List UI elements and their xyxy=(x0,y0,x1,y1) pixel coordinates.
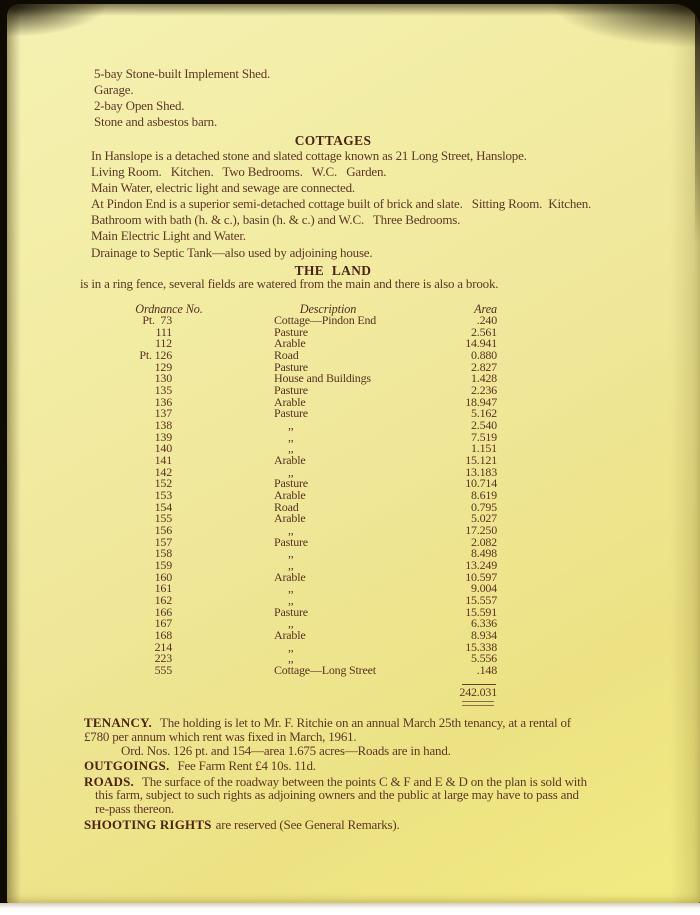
cottages-line: Bathroom with bath (h. & c.), basin (h. & c.) and W.C. Three Bedrooms. xyxy=(91,212,461,228)
cell-ordnance-no: 154 xyxy=(154,499,172,514)
cell-area: 2.827 xyxy=(470,359,497,374)
cell-description: ,, xyxy=(288,418,294,433)
cell-ordnance-no: 142 xyxy=(154,464,172,479)
cottages-heading: COTTAGES xyxy=(294,133,372,148)
cell-area: 17.250 xyxy=(465,523,497,538)
cell-area: 10.597 xyxy=(465,569,497,584)
cottages-line: In Hanslope is a detached stone and slated cottage known as 21 Long Street, Hanslope. xyxy=(91,148,527,163)
cell-area: 6.336 xyxy=(470,616,497,631)
cell-area: 10.714 xyxy=(465,476,497,491)
total-double-rule xyxy=(462,701,494,706)
cell-area: 0.880 xyxy=(470,348,497,363)
shooting-rights-note xyxy=(84,818,400,832)
cell-description: ,, xyxy=(288,593,294,608)
cell-description: ,, xyxy=(288,581,294,596)
cell-ordnance-no: 138 xyxy=(154,418,172,433)
cell-ordnance-no: 130 xyxy=(154,371,172,386)
cell-ordnance-no: 140 xyxy=(154,441,172,456)
tenancy-note-line2: £780 per annum which rent was fixed in March, 1961. xyxy=(84,729,357,744)
table-header-ordnance: Ordnance No. xyxy=(135,302,203,316)
scanner-bed-strip xyxy=(0,903,700,915)
cell-area: 15.591 xyxy=(465,604,497,619)
outgoings-note xyxy=(84,759,316,773)
cell-area: 8.619 xyxy=(470,488,497,503)
cell-area: 2.561 xyxy=(470,324,497,339)
cell-description: Pasture xyxy=(274,534,308,549)
cell-area: .148 xyxy=(476,663,497,678)
land-heading: THE LAND xyxy=(294,263,372,278)
tenancy-label: TENANCY. xyxy=(84,715,152,730)
cell-description: Cottage—Long Street xyxy=(274,663,376,678)
outbuildings-line: 5-bay Stone-built Implement Shed. xyxy=(94,66,271,81)
cottages-line: Living Room. Kitchen. Two Bedrooms. W.C. Garden. xyxy=(91,164,387,180)
cell-description: Pasture xyxy=(274,406,308,421)
cell-ordnance-no: 161 xyxy=(154,581,172,596)
page-content xyxy=(7,4,700,903)
outbuildings-line: Stone and asbestos barn. xyxy=(94,114,218,130)
cottages-paragraph xyxy=(91,148,591,261)
cell-ordnance-no: 159 xyxy=(154,558,172,573)
cell-area: 7.519 xyxy=(470,429,497,444)
roads-label: ROADS. xyxy=(84,774,134,789)
outgoings-text: Fee Farm Rent £4 10s. 11d. xyxy=(177,758,316,773)
cottages-line: Main Electric Light and Water. xyxy=(91,228,246,244)
cell-ordnance-no: 167 xyxy=(154,616,172,631)
roads-note-line2: this farm, subject to such rights as adjoining owners and the public at large may have to pass and xyxy=(95,787,579,802)
cell-description: Arable xyxy=(274,628,306,643)
cell-area: 2.236 xyxy=(470,383,497,398)
cell-ordnance-no: 156 xyxy=(154,523,172,538)
cell-area: .240 xyxy=(476,313,497,327)
tenancy-text1: The holding is let to Mr. F. Ritchie on an annual March 25th tenancy, at a rental of xyxy=(159,715,571,730)
cell-area: 18.947 xyxy=(465,394,497,409)
cell-ordnance-no: 136 xyxy=(154,394,172,409)
cell-ordnance-no: 153 xyxy=(154,488,172,503)
table-header-description: Description xyxy=(299,302,357,316)
cell-description: ,, xyxy=(288,651,294,666)
cell-ordnance-no: 223 xyxy=(154,651,172,666)
cell-description: ,, xyxy=(288,639,294,654)
cell-description: Pasture xyxy=(274,604,308,619)
cell-ordnance-no: 111 xyxy=(155,324,172,339)
cell-description: ,, xyxy=(288,464,294,479)
cell-ordnance-no: 214 xyxy=(154,639,172,654)
cell-description: Arable xyxy=(274,569,306,584)
cell-area: 15.557 xyxy=(465,593,497,608)
cottages-line: At Pindon End is a superior semi-detached cottage built of brick and slate. Sitting Room. Kitchen. xyxy=(91,196,592,212)
cell-description: Cottage—Pindon End xyxy=(274,313,377,327)
cell-ordnance-no: 166 xyxy=(154,604,172,619)
cell-description: Road xyxy=(274,348,299,363)
cell-ordnance-no: 158 xyxy=(154,546,172,561)
cell-area: 13.249 xyxy=(465,558,497,573)
cell-description: ,, xyxy=(288,429,294,444)
cell-description: Arable xyxy=(274,336,306,351)
area-total-block xyxy=(400,684,497,706)
cell-description: Road xyxy=(274,499,299,514)
cell-ordnance-no: 168 xyxy=(154,628,172,643)
cell-area: 5.556 xyxy=(470,651,497,666)
outgoings-label: OUTGOINGS. xyxy=(84,758,170,773)
cell-area: 13.183 xyxy=(465,464,497,479)
cell-area: 1.428 xyxy=(470,371,497,386)
cell-description: Arable xyxy=(274,394,306,409)
total-area-value: 242.031 xyxy=(459,685,497,699)
cell-description: Arable xyxy=(274,511,306,526)
cell-ordnance-no: 135 xyxy=(154,383,172,398)
cell-description: Pasture xyxy=(274,476,308,491)
cell-ordnance-no: 152 xyxy=(154,476,172,491)
shooting-rights-text: are reserved (See General Remarks). xyxy=(215,817,400,832)
cell-ordnance-no: 129 xyxy=(154,359,172,374)
cell-description: Arable xyxy=(274,453,306,468)
cell-area: 15.121 xyxy=(465,453,497,468)
land-intro: is in a ring fence, several fields are watered from the main and there is also a brook. xyxy=(80,276,499,291)
cell-ordnance-no: 137 xyxy=(154,406,172,421)
land-schedule-table xyxy=(100,315,497,677)
cell-description: House and Buildings xyxy=(274,371,371,386)
cell-description: Pasture xyxy=(274,383,308,398)
cell-area: 14.941 xyxy=(465,336,497,351)
cell-description: ,, xyxy=(288,616,294,631)
outbuildings-line: 2-bay Open Shed. xyxy=(94,98,185,114)
cell-area: 5.162 xyxy=(470,406,497,421)
cell-description: ,, xyxy=(288,546,294,561)
outbuildings-list xyxy=(94,66,270,130)
cell-ordnance-no: 141 xyxy=(154,453,172,468)
table-header-area: Area xyxy=(474,302,497,316)
cell-description: Pasture xyxy=(274,324,308,339)
cell-ordnance-no: Pt. 73 xyxy=(142,313,172,327)
cell-description: ,, xyxy=(288,558,294,573)
cell-area: 5.027 xyxy=(470,511,497,526)
tenancy-note-line1 xyxy=(84,716,571,730)
cell-ordnance-no: 112 xyxy=(155,336,172,351)
cell-ordnance-no: 555 xyxy=(154,663,172,678)
cell-ordnance-no: 139 xyxy=(154,429,172,444)
cell-area: 8.934 xyxy=(470,628,497,643)
cell-ordnance-no: 157 xyxy=(154,534,172,549)
cell-area: 1.151 xyxy=(470,441,497,456)
outbuildings-line: Garage. xyxy=(94,82,134,98)
cell-area: 15.338 xyxy=(465,639,497,654)
cell-ordnance-no: 155 xyxy=(154,511,172,526)
cell-area: 0.795 xyxy=(470,499,497,514)
cell-area: 8.498 xyxy=(470,546,497,561)
cell-area: 2.540 xyxy=(470,418,497,433)
cell-area: 9.004 xyxy=(470,581,497,596)
roads-note-line3: re-pass thereon. xyxy=(95,801,175,816)
cell-area: 2.082 xyxy=(470,534,497,549)
cell-ordnance-no: Pt. 126 xyxy=(139,348,172,363)
paper-page xyxy=(7,4,700,903)
cottages-line: Main Water, electric light and sewage are connected. xyxy=(91,180,355,196)
tenancy-note-line3: Ord. Nos. 126 pt. and 154—area 1.675 acres—Roads are in hand. xyxy=(121,743,451,758)
cell-description: Pasture xyxy=(274,359,308,374)
roads-text1: The surface of the roadway between the points C & F and E & D on the plan is sold with xyxy=(141,774,587,789)
cell-description: Arable xyxy=(274,488,306,503)
cell-description: ,, xyxy=(288,441,294,456)
shooting-rights-label: SHOOTING RIGHTS xyxy=(84,817,212,832)
cell-description: ,, xyxy=(288,523,294,538)
cell-ordnance-no: 162 xyxy=(154,593,172,608)
table-row xyxy=(100,665,497,677)
cell-ordnance-no: 160 xyxy=(154,569,172,584)
cottages-line: Drainage to Septic Tank—also used by adjoining house. xyxy=(91,244,373,260)
